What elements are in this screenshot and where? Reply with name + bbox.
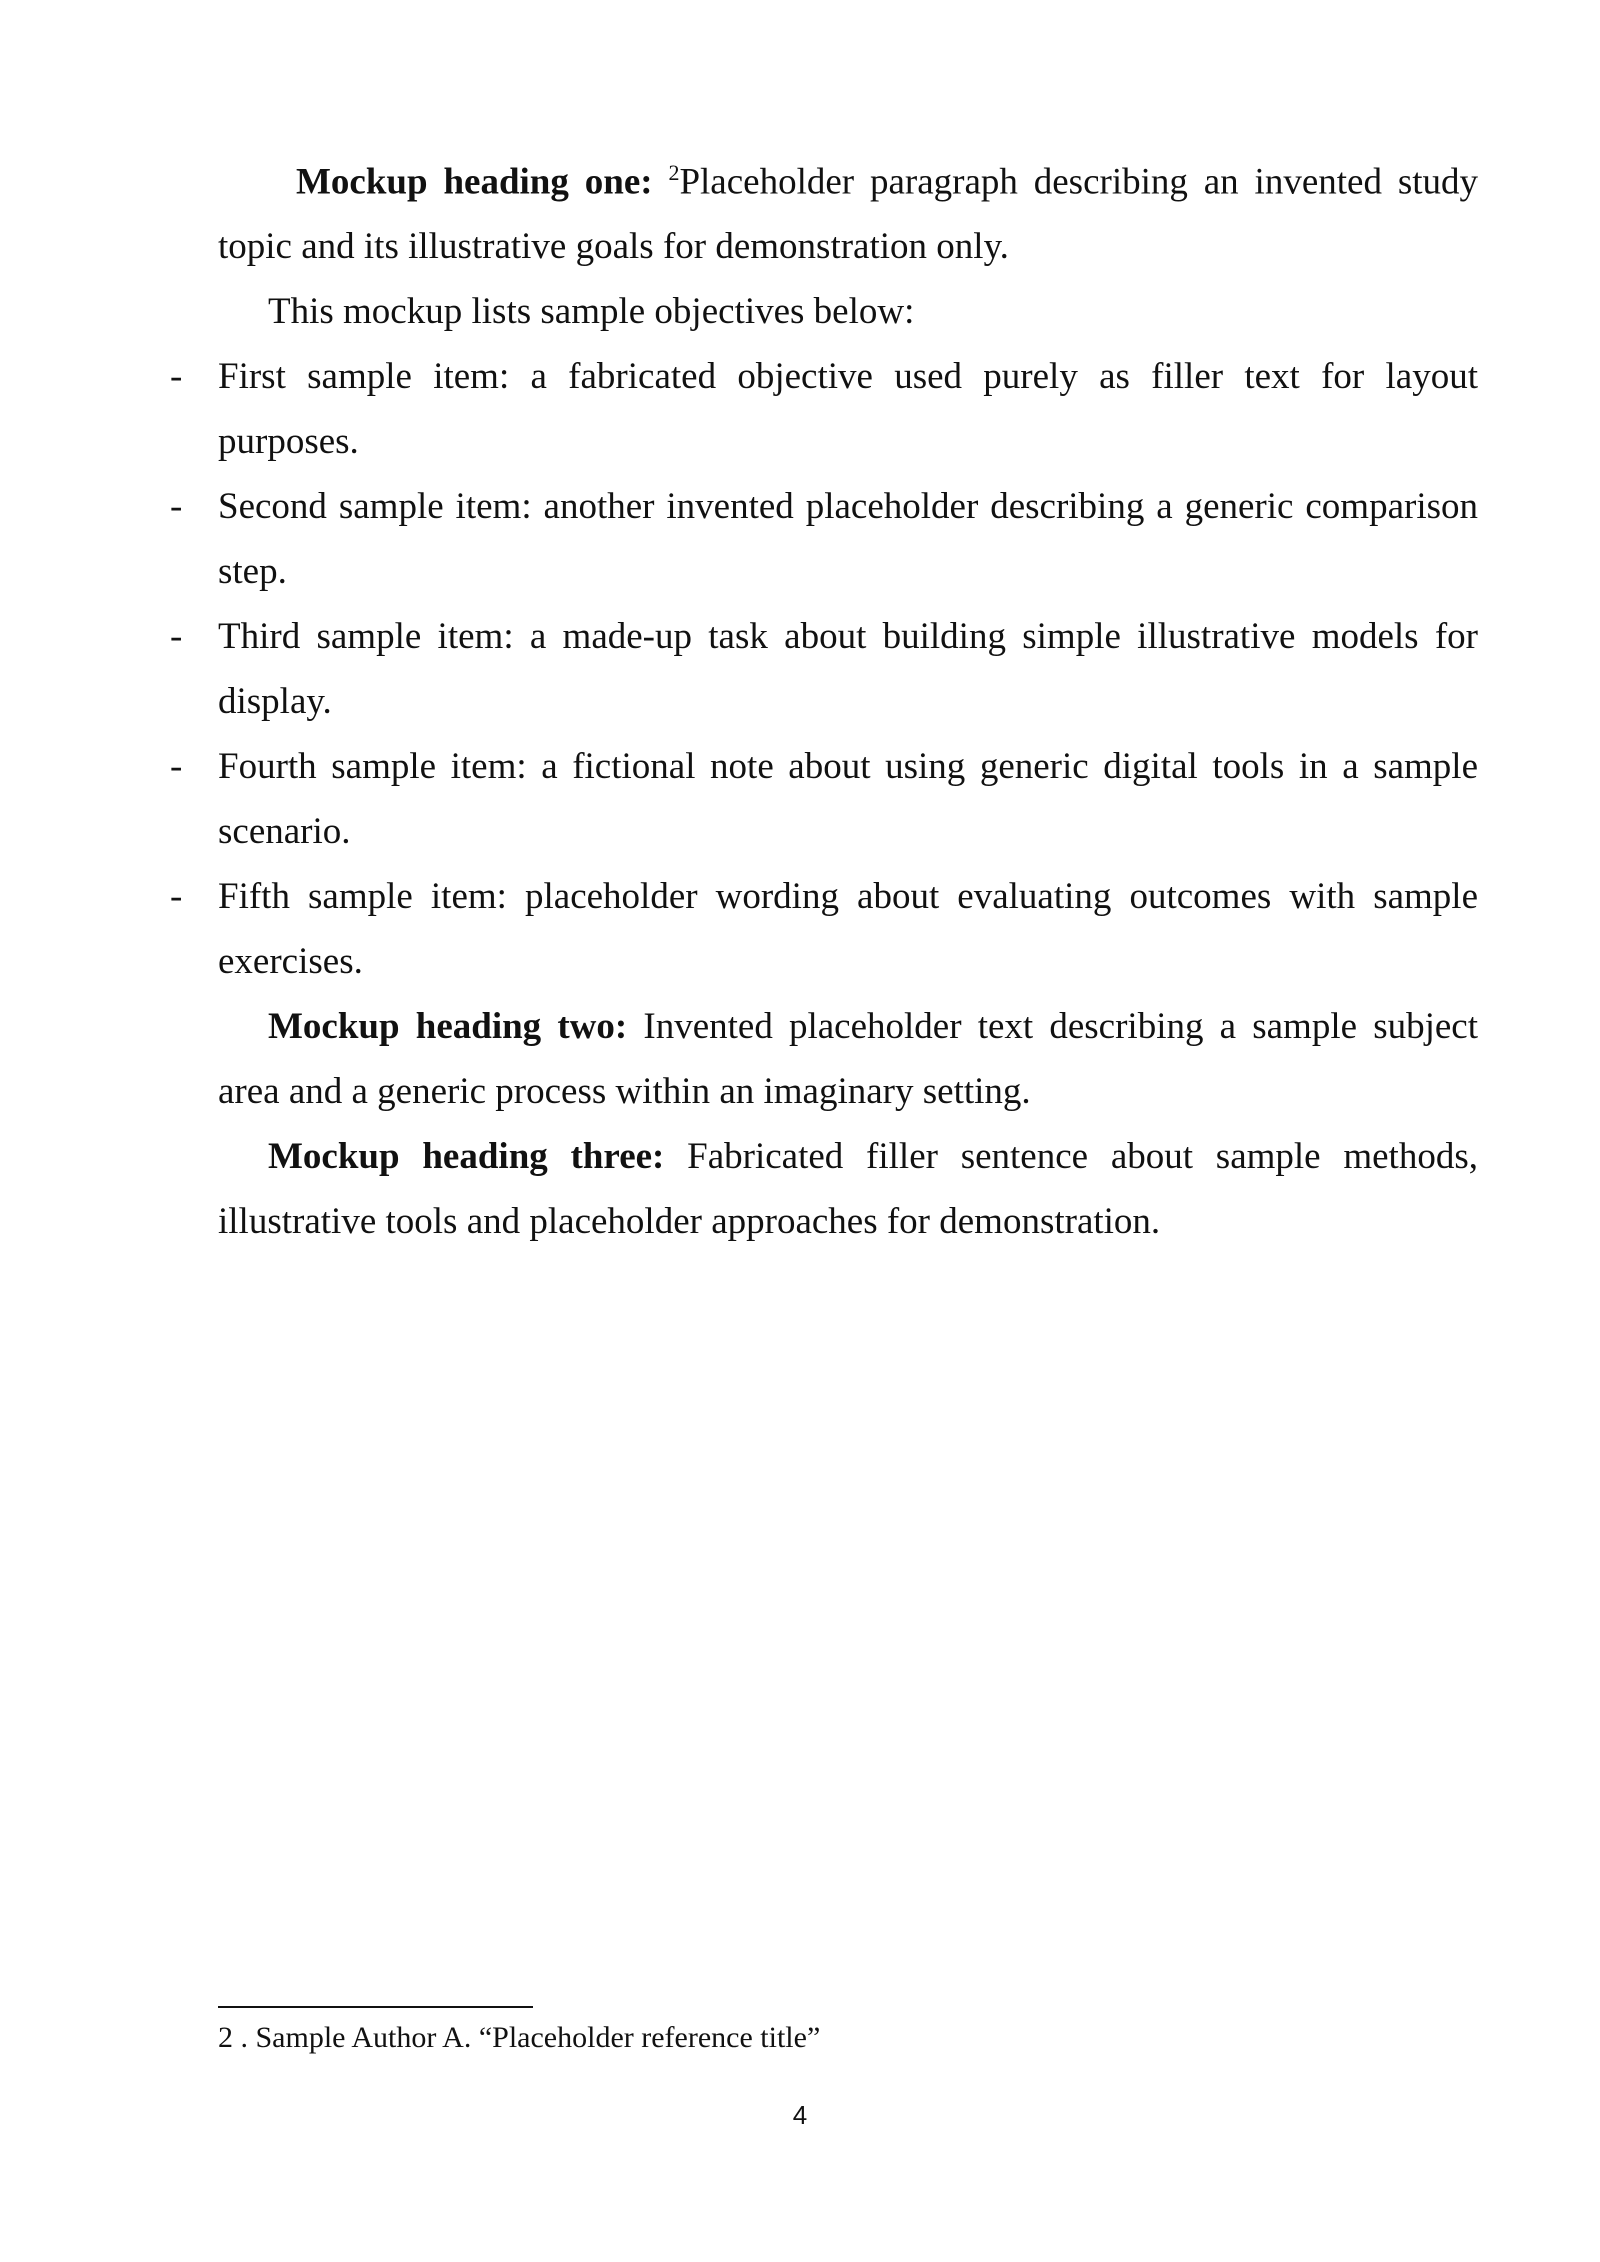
footnote-ref: 2 xyxy=(668,160,680,185)
bullet-dash: - xyxy=(170,876,183,918)
bullet-dash: - xyxy=(170,616,183,658)
footnote-separator xyxy=(218,2006,533,2008)
document-body xyxy=(170,140,1478,1254)
subject-paragraph xyxy=(218,1124,1478,1254)
task-item xyxy=(170,474,1478,604)
object-paragraph xyxy=(218,994,1478,1124)
footnote: 2 . Sample Author A. “Placeholder reference title” xyxy=(218,2021,821,2054)
lead-label: Mockup heading one: xyxy=(296,161,653,203)
task-text: Second sample item: another invented placeholder describing a generic comparison step. xyxy=(218,486,1478,593)
task-text: Fourth sample item: a fictional note about using generic digital tools in a sample scenario. xyxy=(218,746,1478,853)
bullet-dash: - xyxy=(170,746,183,788)
object-label: Mockup heading two: xyxy=(268,1006,628,1048)
task-item xyxy=(170,864,1478,994)
object-text: Invented placeholder text describing a sample subject area and a generic process within an imaginary setting. xyxy=(218,1006,1478,1113)
task-item xyxy=(170,604,1478,734)
lead-paragraph xyxy=(218,140,1478,279)
task-text: Third sample item: a made-up task about building simple illustrative models for display. xyxy=(218,616,1478,723)
tasks-intro: This mockup lists sample objectives below: xyxy=(268,291,915,333)
lead-text: Placeholder paragraph describing an invented study topic and its illustrative goals for demonstration only. xyxy=(218,161,1478,268)
task-text: First sample item: a fabricated objective used purely as filler text for layout purposes. xyxy=(218,356,1478,463)
page-number: 4 xyxy=(792,2100,808,2130)
task-text: Fifth sample item: placeholder wording about evaluating outcomes with sample exercises. xyxy=(218,876,1478,983)
bullet-dash: - xyxy=(170,356,183,398)
task-item xyxy=(170,344,1478,474)
bullet-dash: - xyxy=(170,486,183,528)
subject-text: Fabricated filler sentence about sample methods, illustrative tools and placeholder approaches for demonstration. xyxy=(218,1136,1478,1243)
task-item xyxy=(170,734,1478,864)
subject-label: Mockup heading three: xyxy=(268,1136,665,1178)
